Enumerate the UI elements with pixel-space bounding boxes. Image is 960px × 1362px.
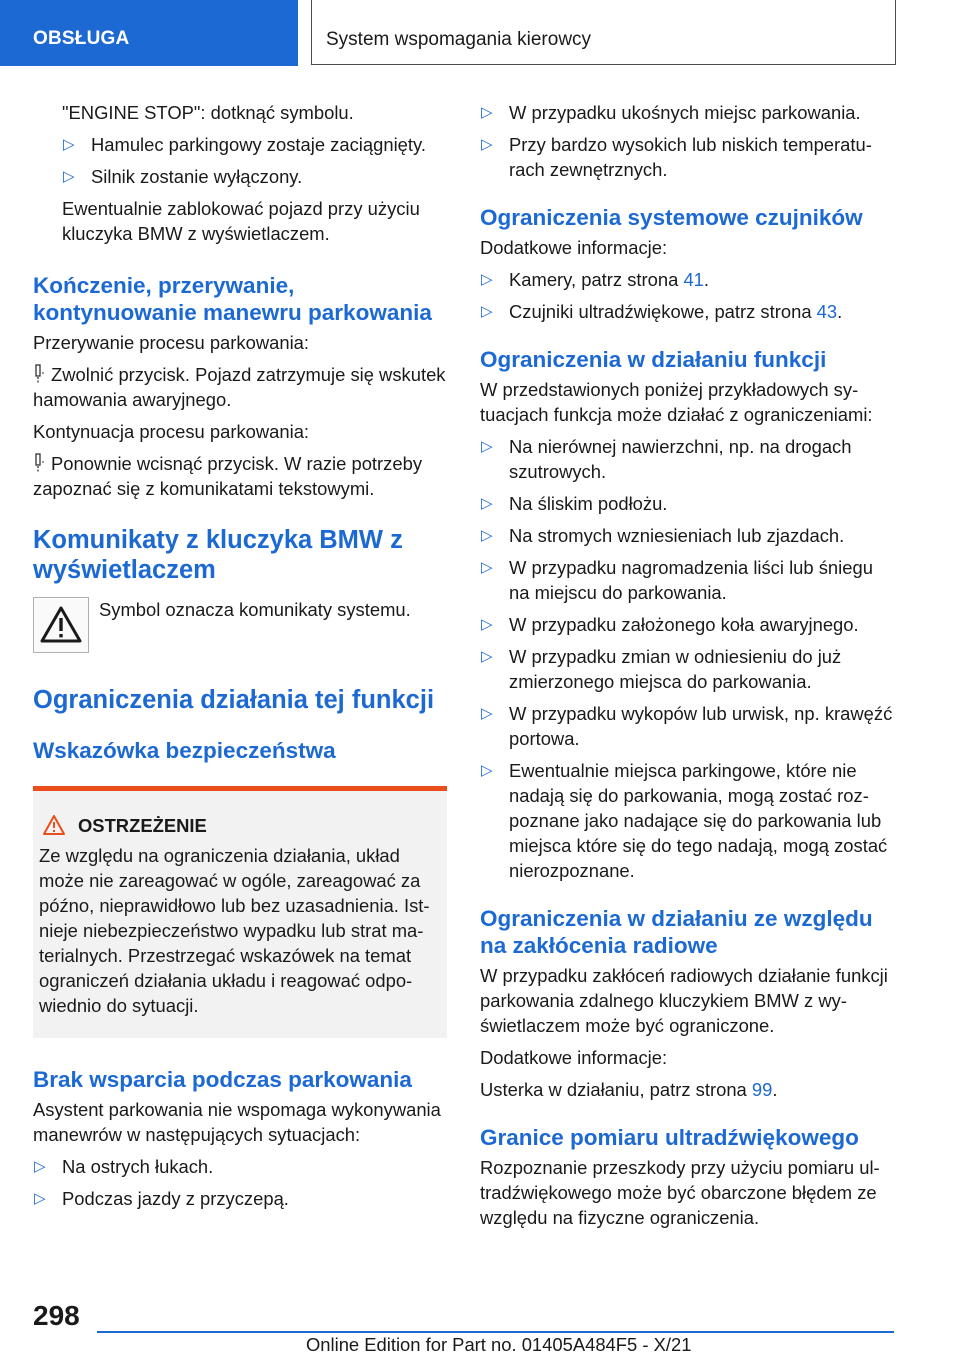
warning-box bbox=[33, 786, 447, 1038]
triangle-bullet-icon: ▷ bbox=[481, 136, 493, 153]
triangle-bullet-icon: ▷ bbox=[34, 1158, 46, 1175]
header-section-label: OBSŁUGA bbox=[33, 28, 130, 49]
heading-sensor-limits: Ograniczenia systemowe czujników bbox=[480, 205, 863, 230]
right-column bbox=[480, 100, 894, 1230]
page-number: 298 bbox=[33, 1300, 80, 1331]
list-item: ▷ Na stromych wzniesieniach lub zjazdach. bbox=[481, 525, 845, 546]
heading-radio-interference: Ograniczenia w działaniu ze względu na zakłócenia radiowe bbox=[480, 906, 873, 958]
fault-reference-text: Usterka w działaniu, patrz strona 99. bbox=[480, 1079, 778, 1100]
header-section-tab bbox=[0, 0, 298, 66]
function-restrictions-text: W przedstawionych poniżej przykładowych sytuacjach funkcja może działać z ograniczeniami: bbox=[480, 379, 873, 425]
triangle-bullet-icon: ▷ bbox=[481, 271, 493, 288]
heading-ending-maneuver: Kończenie, przerywanie, kontynuowanie manewru parkowania bbox=[33, 273, 432, 325]
list-item: ▷ W przypadku ukośnych miejsc parkowania. bbox=[481, 102, 861, 123]
engine-stop-text: "ENGINE STOP": dotknąć symbolu. bbox=[62, 102, 354, 123]
footer-divider bbox=[97, 1331, 894, 1333]
list-item: ▷ Czujniki ultradźwiękowe, patrz strona 43. bbox=[481, 301, 843, 322]
heading-ultrasonic-limits: Granice pomiaru ultradźwiękowego bbox=[480, 1125, 859, 1150]
heading-no-support: Brak wsparcia podczas parkowania bbox=[33, 1067, 412, 1092]
list-item: ▷ W przypadku nagromadzenia liści lub śniegu na miejscu do parkowania. bbox=[481, 557, 873, 603]
warning-title: OSTRZEŻENIE bbox=[39, 813, 441, 838]
interrupt-text: Przerywanie procesu parkowania: bbox=[33, 332, 309, 353]
symbol-meaning-text: Symbol oznacza komunikaty systemu. bbox=[99, 599, 411, 620]
restriction-list bbox=[480, 434, 894, 883]
press-text: Ponownie wcisnąć przycisk. W razie potrzeby zapoznać się z komunikatami tekstowymi. bbox=[33, 453, 423, 499]
warning-triangle-icon bbox=[34, 598, 88, 652]
additional-info-text: Dodatkowe informacje: bbox=[480, 237, 668, 258]
heading-safety-note: Wskazówka bezpieczeństwa bbox=[33, 738, 336, 763]
page-link-cameras[interactable]: 41 bbox=[683, 269, 704, 290]
list-item: ▷ Hamulec parkingowy zostaje zaciągnięty. bbox=[63, 134, 426, 155]
lock-vehicle-text: Ewentualnie zablokować pojazd przy użyciu kluczyka BMW z wyświetlaczem. bbox=[62, 198, 420, 244]
list-item: ▷ W przypadku wykopów lub urwisk, np. krawęźć portowa. bbox=[481, 703, 893, 749]
radio-interference-text: W przypadku zakłóceń radiowych działanie funkcji parkowania zdalnego kluczykiem BMW z wyświetlaczem może być ograniczone. bbox=[480, 965, 888, 1036]
list-item: ▷ Na ostrych łukach. bbox=[34, 1156, 214, 1177]
list-item: ▷ Silnik zostanie wyłączony. bbox=[63, 166, 303, 187]
list-item: ▷ W przypadku założonego koła awaryjnego. bbox=[481, 614, 859, 635]
triangle-bullet-icon: ▷ bbox=[481, 762, 493, 779]
no-support-text: Asystent parkowania nie wspomaga wykonywania manewrów w następujących sytuacjach: bbox=[33, 1099, 441, 1145]
left-column bbox=[33, 100, 447, 1211]
list-item: ▷ Na nierównej nawierzchni, np. na drogach szutrowych. bbox=[481, 436, 852, 482]
triangle-bullet-icon: ▷ bbox=[63, 136, 75, 153]
triangle-bullet-icon: ▷ bbox=[481, 705, 493, 722]
triangle-bullet-icon: ▷ bbox=[481, 495, 493, 512]
triangle-bullet-icon: ▷ bbox=[63, 168, 75, 185]
triangle-bullet-icon: ▷ bbox=[481, 616, 493, 633]
list-item: ▷ W przypadku zmian w odniesieniu do już zmierzonego miejsca do parkowania. bbox=[481, 646, 842, 692]
page-link-ultrasonic[interactable]: 43 bbox=[816, 301, 838, 322]
list-item: ▷ Kamery, patrz strona 41. bbox=[481, 269, 710, 290]
heading-function-limits: Ograniczenia działania tej funkcji bbox=[33, 686, 435, 714]
heading-key-messages: Komunikaty z kluczyka BMW z wyświetlaczem bbox=[33, 526, 403, 584]
header-chapter-label: System wspomagania kierowcy bbox=[326, 29, 592, 50]
triangle-bullet-icon: ▷ bbox=[481, 527, 493, 544]
ultrasonic-limits-text: Rozpoznanie przeszkody przy użyciu pomiaru ultradźwiękowego może być obarczone błędem ze względu na fizyczne ograniczenia. bbox=[480, 1157, 880, 1228]
key-button-icon bbox=[33, 453, 45, 473]
warning-text: Ze względu na ograniczenia działania, układ może nie zareagować w ogóle, zareagować za późno, nieprawidłowo lub bez uzasadnienia. Istnieje niebezpieczeństwo wypadku lub strat materialnych. Przestrzegać wskazówek na temat ograniczeń działania układu i reagować odpowiednio do sytuacji. bbox=[39, 845, 430, 1016]
page-link-fault[interactable]: 99 bbox=[751, 1079, 773, 1100]
release-text: Zwolnić przycisk. Pojazd zatrzymuje się wskutek hamowania awaryjnego. bbox=[33, 364, 446, 410]
heading-function-restrictions: Ograniczenia w działaniu funkcji bbox=[480, 347, 827, 372]
triangle-bullet-icon: ▷ bbox=[481, 303, 493, 320]
triangle-bullet-icon: ▷ bbox=[481, 104, 493, 121]
warning-triangle-icon bbox=[42, 814, 66, 836]
triangle-bullet-icon: ▷ bbox=[481, 438, 493, 455]
list-item: ▷ Podczas jazdy z przyczepą. bbox=[34, 1188, 289, 1209]
list-item: ▷ Na śliskim podłożu. bbox=[481, 493, 668, 514]
footer-edition: Online Edition for Part no. 01405A484F5 - X/21 bbox=[306, 1334, 692, 1355]
key-button-icon bbox=[33, 364, 45, 384]
header-chapter-box bbox=[311, 0, 896, 65]
additional-info-text: Dodatkowe informacje: bbox=[480, 1047, 668, 1068]
triangle-bullet-icon: ▷ bbox=[481, 559, 493, 576]
system-message-row bbox=[33, 597, 447, 655]
triangle-bullet-icon: ▷ bbox=[34, 1190, 46, 1207]
warning-symbol-box bbox=[33, 597, 89, 653]
list-item: ▷ Przy bardzo wysokich lub niskich temperaturach zewnętrznych. bbox=[481, 134, 872, 180]
triangle-bullet-icon: ▷ bbox=[481, 648, 493, 665]
continue-text: Kontynuacja procesu parkowania: bbox=[33, 421, 310, 442]
list-item: ▷ Ewentualnie miejsca parkingowe, które nie nadają się do parkowania, mogą zostać rozpoznane jako nadające się do parkowania lub miejsca które się do tego nadają, mogą zostać nierozpoznane. bbox=[481, 760, 888, 881]
